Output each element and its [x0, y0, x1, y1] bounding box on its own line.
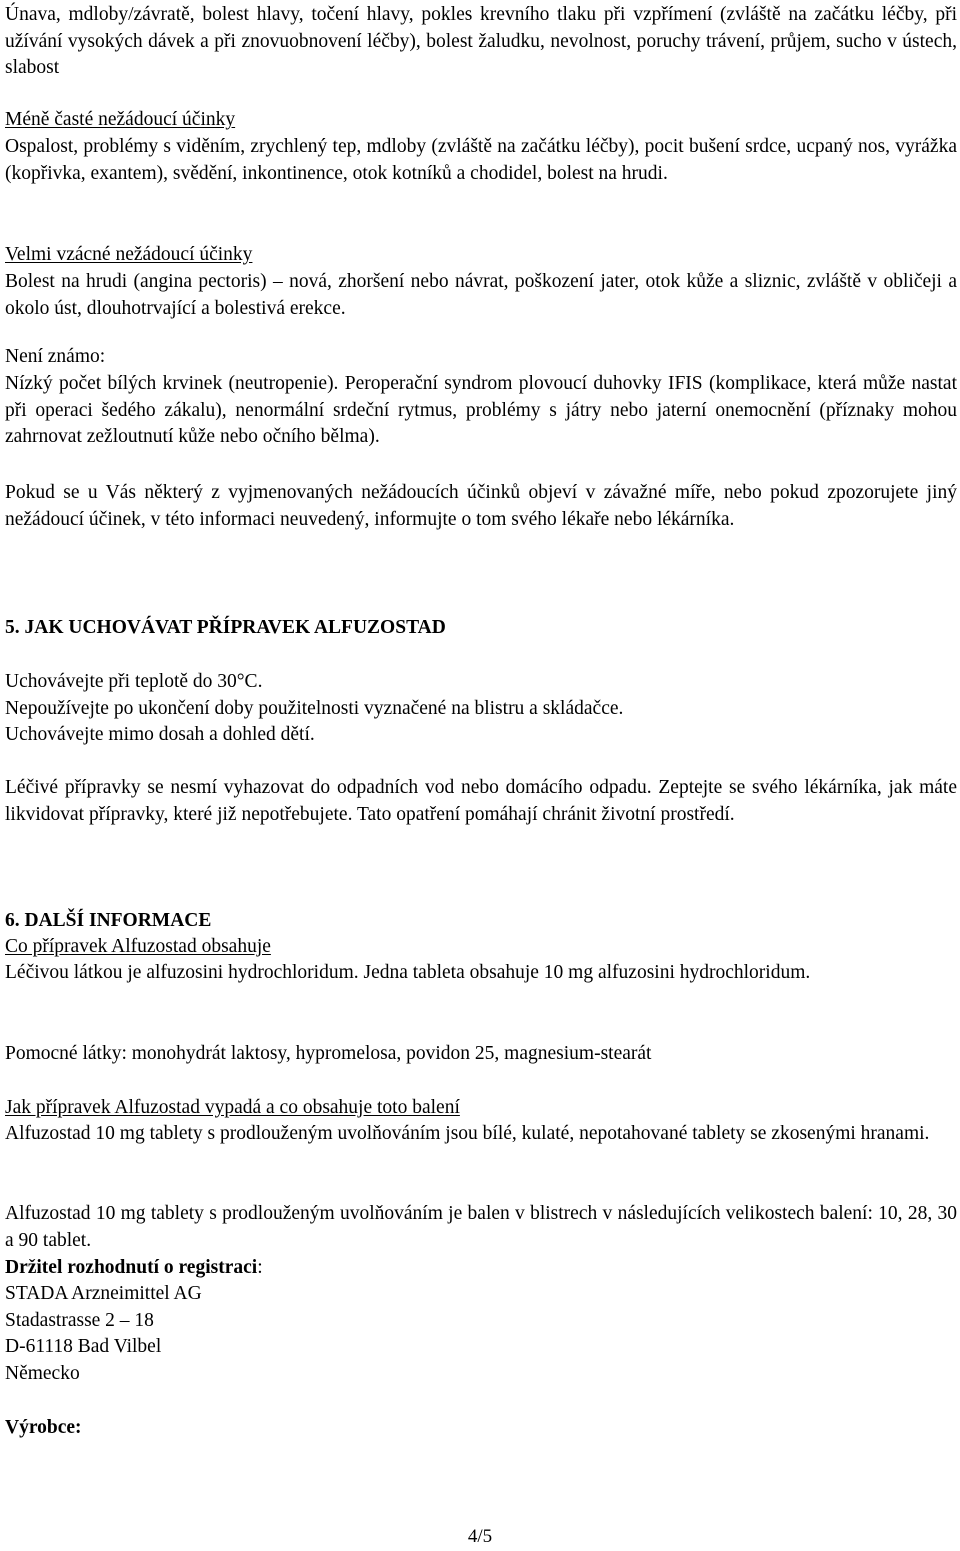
- storage-expiry: Nepoužívejte po ukončení doby použitelnosti vyznačené na blistru a skládačce.: [5, 698, 624, 719]
- further-info-heading: 6. DALŠÍ INFORMACE: [5, 910, 212, 931]
- pack-sizes-text: Alfuzostad 10 mg tablety s prodlouženým uvolňováním je balen v blistrech v následujících velikostech balení: 10, 28, 30 a 90 tablet.: [5, 1203, 957, 1251]
- holder-address-line: Německo: [5, 1363, 80, 1384]
- common-effects-text: Únava, mdloby/závratě, bolest hlavy, točení hlavy, pokles krevního tlaku při vzpřímení (zvláště na začátku léčby, při užívání vysokých dávek a při znovuobnovení léčby), bolest žaludku, nevolnost, poruchy trávení, průjem, sucho v ústech, slabost: [5, 4, 957, 78]
- storage-children: Uchovávejte mimo dosah a dohled dětí.: [5, 724, 315, 745]
- storage-section-heading: 5. JAK UCHOVÁVAT PŘÍPRAVEK ALFUZOSTAD: [5, 617, 446, 638]
- marketing-holder-label: Držitel rozhodnutí o registraci: [5, 1257, 258, 1278]
- report-effects-text: Pokud se u Vás některý z vyjmenovaných nežádoucích účinků objeví v závažné míře, nebo pokud zpozorujete jiný nežádoucí účinek, v této informaci neuvedený, informujte o tom svého lékaře nebo lékárníka.: [5, 482, 957, 530]
- excipients-text: Pomocné látky: monohydrát laktosy, hypromelosa, povidon 25, magnesium-stearát: [5, 1043, 652, 1064]
- holder-address-line: STADA Arzneimittel AG: [5, 1283, 202, 1304]
- appearance-text: Alfuzostad 10 mg tablety s prodlouženým uvolňováním jsou bílé, kulaté, nepotahované tablety se zkosenými hranami.: [5, 1123, 930, 1144]
- active-substance-text: Léčivou látkou je alfuzosini hydrochloridum. Jedna tableta obsahuje 10 mg alfuzosini hydrochloridum.: [5, 962, 811, 983]
- uncommon-effects-text: Ospalost, problémy s viděním, zrychlený tep, mdloby (zvláště na začátku léčby), pocit bušení srdce, ucpaný nos, vyrážka (kopřivka, exantem), svědění, inkontinence, otok kotníků a chodidel, bolest na hrudi.: [5, 136, 957, 184]
- disposal-text: Léčivé přípravky se nesmí vyhazovat do odpadních vod nebo domácího odpadu. Zeptejte se svého lékárníka, jak máte likvidovat přípravky, které již nepotřebujete. Tato opatření pomáhají chránit životní prostředí.: [5, 777, 957, 825]
- holder-address-line: Stadastrasse 2 – 18: [5, 1310, 154, 1331]
- unknown-frequency-text: Nízký počet bílých krvinek (neutropenie). Peroperační syndrom plovoucí duhovky IFIS (komplikace, která může nastat při operaci šedého zákalu), nenormální srdeční rytmus, problémy s játry nebo jaterní onemocnění (příznaky mohou zahrnovat zežloutnutí kůže nebo očního bělma).: [5, 373, 957, 447]
- marketing-holder-heading: [5, 1255, 957, 1282]
- very-rare-effects-heading: Velmi vzácné nežádoucí účinky: [5, 244, 253, 265]
- storage-temperature: Uchovávejte při teplotě do 30°C.: [5, 671, 263, 692]
- marketing-holder-colon: :: [257, 1257, 263, 1278]
- uncommon-effects-heading: Méně časté nežádoucí účinky: [5, 109, 236, 130]
- unknown-frequency-heading: Není známo:: [5, 346, 106, 367]
- contents-heading: Co přípravek Alfuzostad obsahuje: [5, 936, 271, 957]
- page-number: 4/5: [467, 1526, 493, 1547]
- manufacturer-label: Výrobce:: [5, 1417, 82, 1438]
- very-rare-effects-text: Bolest na hrudi (angina pectoris) – nová, zhoršení nebo návrat, poškození jater, otok kůže a sliznic, zvláště v obličeji a okolo úst, dlouhotrvající a bolestivá erekce.: [5, 271, 957, 319]
- appearance-heading: Jak přípravek Alfuzostad vypadá a co obsahuje toto balení: [5, 1097, 460, 1118]
- holder-address-line: D-61118 Bad Vilbel: [5, 1336, 162, 1357]
